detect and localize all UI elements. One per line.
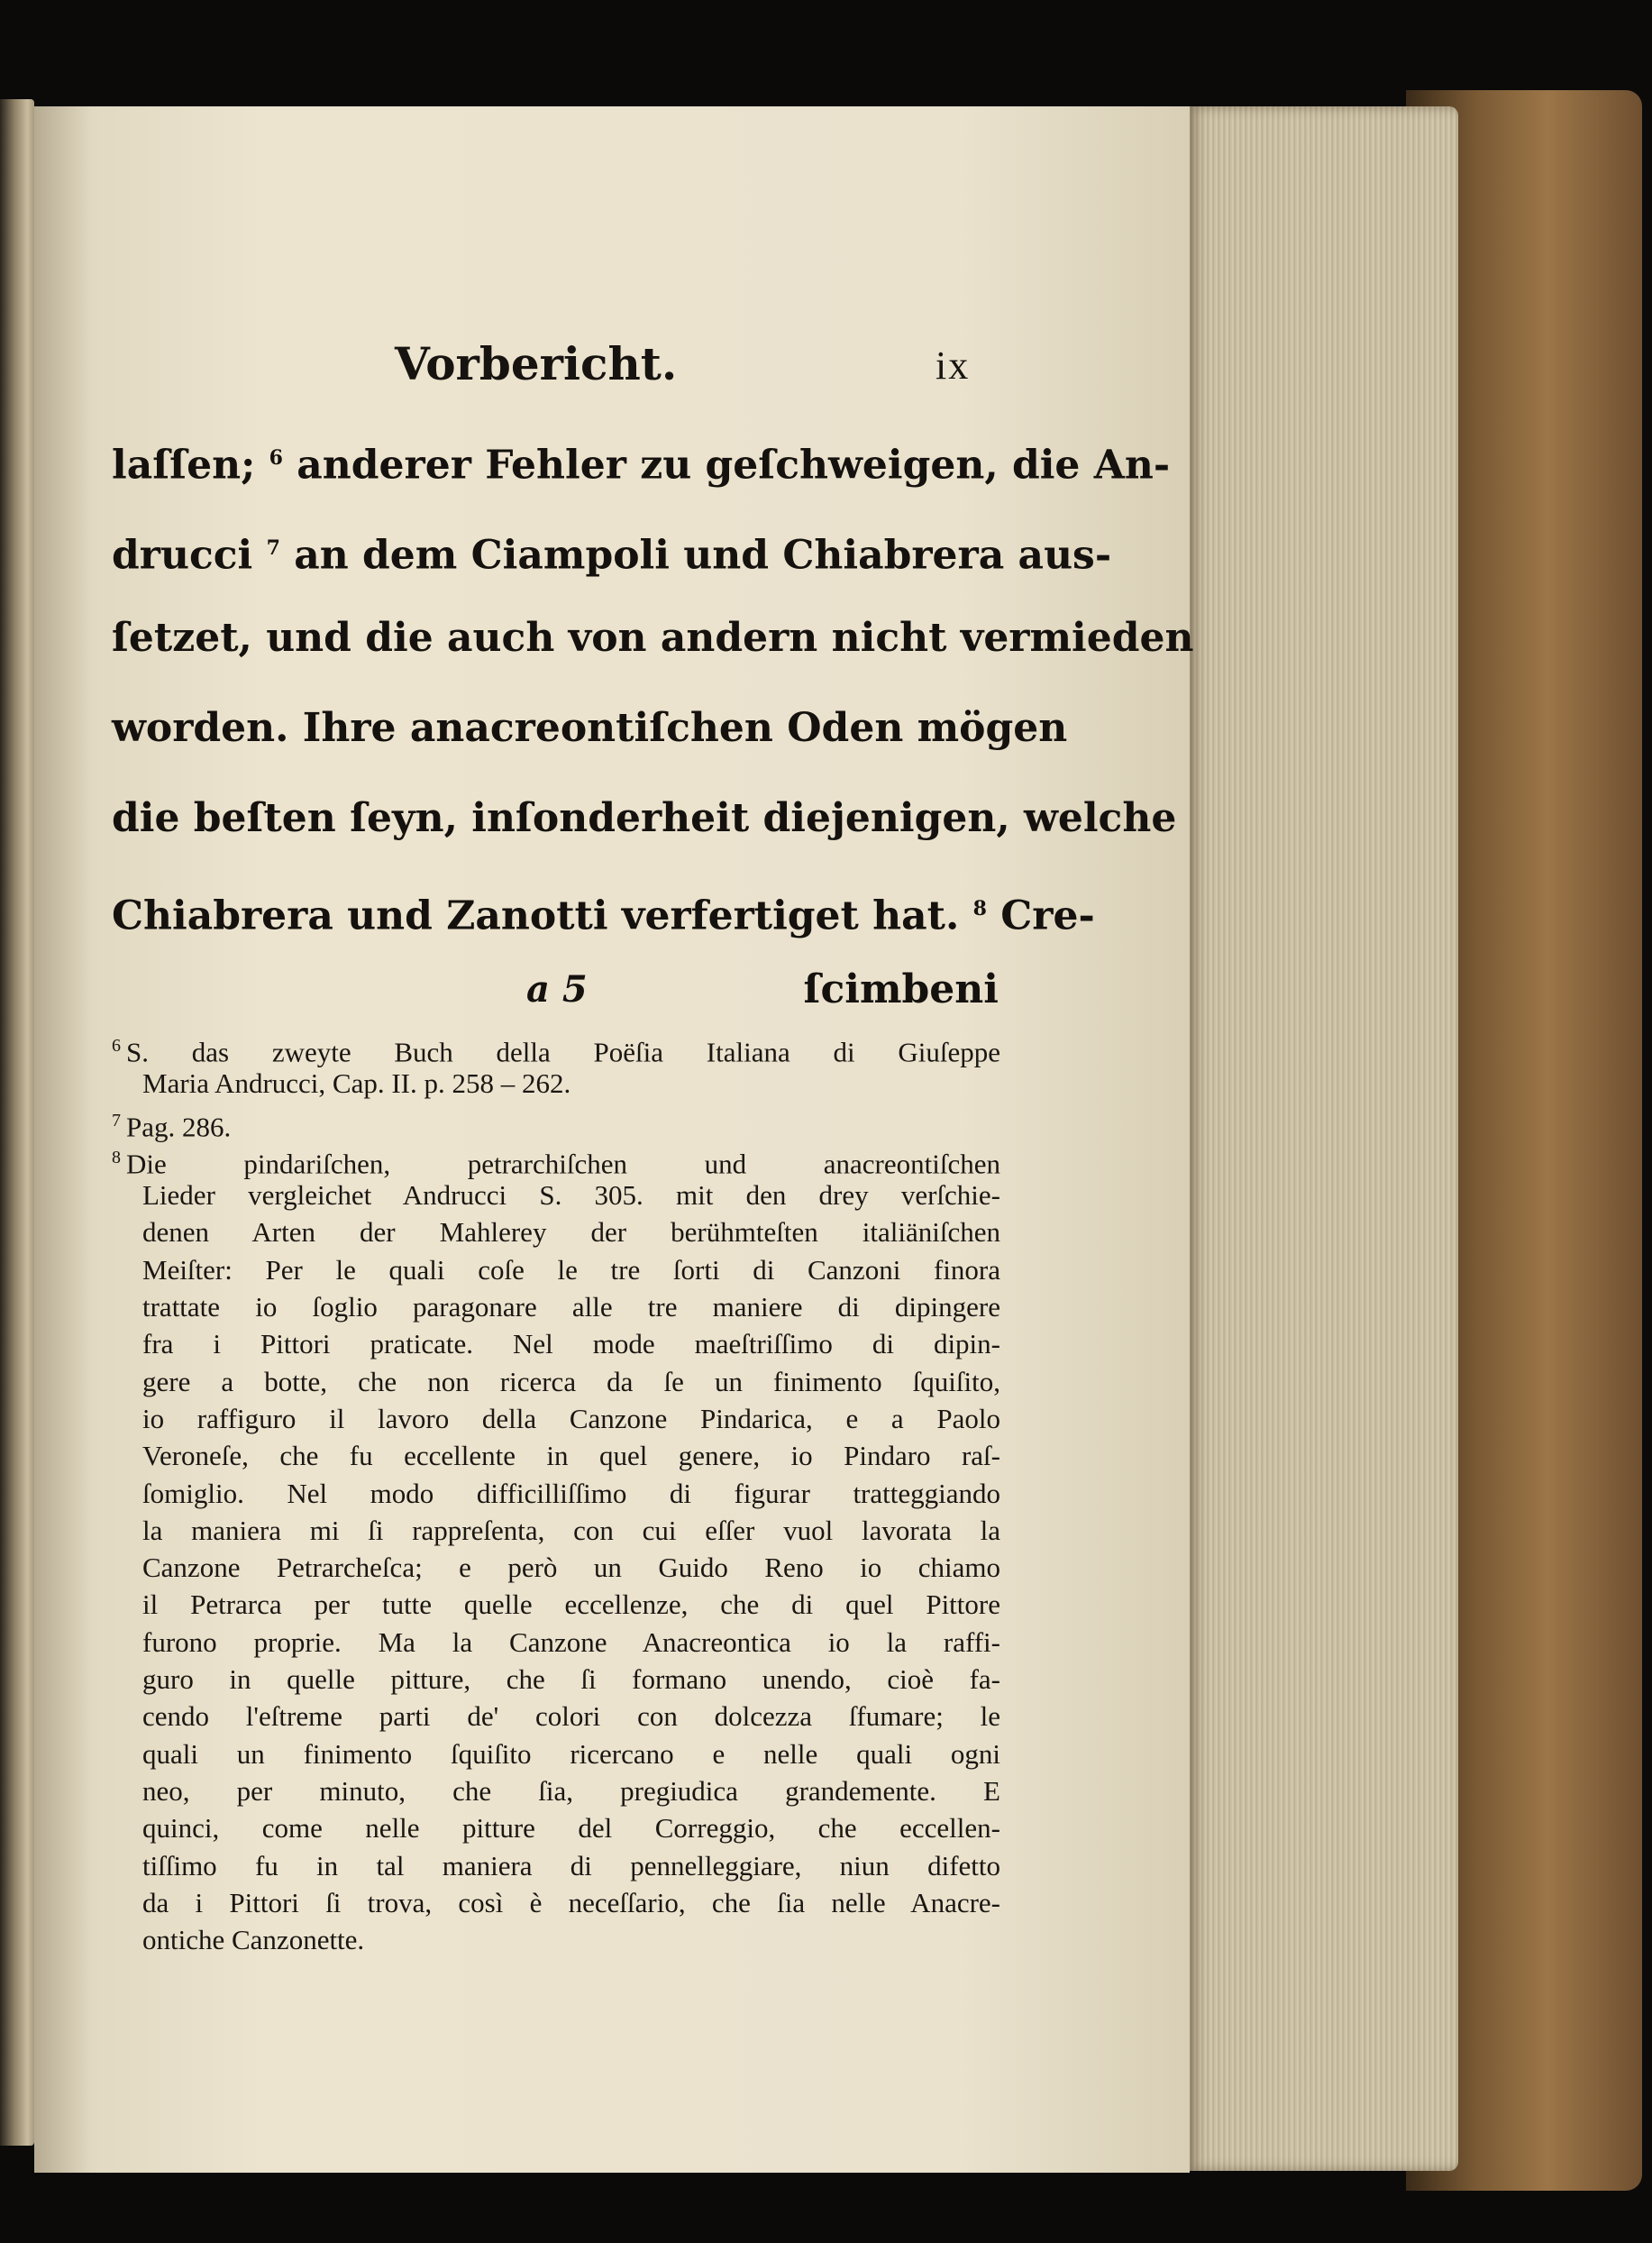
footnote-marker: 8 bbox=[112, 1147, 121, 1167]
page-number: ix bbox=[936, 343, 971, 388]
footnote-line: da i Pittori ſi trova, così è neceſſario, che ſia nelle Anacre- bbox=[142, 1886, 1000, 1918]
footnote-line: 6 S. das zweyte Buch della Poëſia Italiana di Giuſeppe bbox=[112, 1028, 1000, 1065]
main-text-line: Chiabrera und Zanotti verfertiget hat. $^8$ Cre- bbox=[112, 893, 1095, 939]
main-text-line: worden. Ihre anacreontiſchen Oden mögen bbox=[112, 705, 1068, 751]
left-page-edge bbox=[0, 99, 34, 2146]
footnote-line: ſomiglio. Nel modo difficilliſſimo di figurar tratteggiando bbox=[142, 1477, 1000, 1509]
footnote-reference: 6 bbox=[269, 446, 283, 470]
footnote-marker: 7 bbox=[112, 1110, 121, 1131]
footnote-line: Veroneſe, che fu eccellente in quel genere, io Pindaro raſ- bbox=[142, 1440, 1000, 1472]
footnote-line: Maria Andrucci, Cap. II. p. 258 – 262. bbox=[142, 1067, 571, 1100]
main-text-line: die beſten ſeyn, inſonderheit diejenigen, welche bbox=[112, 795, 1177, 841]
footnote-line: trattate io ſoglio paragonare alle tre maniere di dipingere bbox=[142, 1291, 1000, 1323]
page-edges bbox=[1188, 106, 1458, 2171]
main-text-line: laſſen; $^6$ anderer Fehler zu geſchweigen, die An- bbox=[112, 442, 1171, 489]
catchword: ſcimbeni bbox=[803, 966, 999, 1012]
footnote-line: tiſſimo fu in tal maniera di pennelleggiare, niun difetto bbox=[142, 1849, 1000, 1881]
footnote-line: quinci, come nelle pitture del Correggio, che eccellen- bbox=[142, 1812, 1000, 1845]
main-text-line: ſetzet, und die auch von andern nicht vermieden bbox=[112, 615, 1194, 661]
footnote-line: quali un finimento ſquiſito ricercano e nelle quali ogni bbox=[142, 1737, 1000, 1770]
signature-line bbox=[112, 954, 999, 1026]
footnote-line: ontiche Canzonette. bbox=[142, 1924, 365, 1956]
footnote-reference: 7 bbox=[266, 536, 280, 560]
footnote-line: Canzone Petrarcheſca; e però un Guido Reno io chiamo bbox=[142, 1552, 1000, 1584]
running-head bbox=[34, 337, 1190, 400]
main-text-line: drucci $^7$ an dem Ciampoli und Chiabrera aus- bbox=[112, 532, 1112, 579]
book-page bbox=[34, 106, 1194, 2173]
footnote-line: neo, per minuto, che ſia, pregiudica grandemente. E bbox=[142, 1774, 1000, 1807]
footnote-marker: 6 bbox=[112, 1036, 121, 1056]
running-head-title: Vorbericht. bbox=[395, 337, 678, 390]
signature-mark: a 5 bbox=[526, 968, 588, 1011]
footnote-reference: 8 bbox=[972, 897, 987, 920]
footnote-line: fra i Pittori praticate. Nel mode maeſtriſſimo di dipin- bbox=[142, 1328, 1000, 1360]
main-text bbox=[112, 413, 1194, 1026]
footnote-line: Lieder vergleichet Andrucci S. 305. mit den drey verſchie- bbox=[142, 1179, 1000, 1212]
footnote-line: Meiſter: Per le quali coſe le tre ſorti di Canzoni finora bbox=[142, 1253, 1000, 1286]
footnote-line: gere a botte, che non ricerca da ſe un finimento ſquiſito, bbox=[142, 1365, 1000, 1397]
footnote-line: guro in quelle pitture, che ſi formano unendo, cioè fa- bbox=[142, 1663, 1000, 1696]
footnote-line: la maniera mi ſi rappreſenta, con cui eſſer vuol lavorata la bbox=[142, 1514, 1000, 1546]
footnote-line: 8 Die pindariſchen, petrarchiſchen und anacreontiſchen bbox=[112, 1140, 1000, 1176]
footnote-line: cendo l'eſtreme parti de' colori con dolcezza ſfumare; le bbox=[142, 1700, 1000, 1733]
footnote-line: denen Arten der Mahlerey der berühmteſten italiäniſchen bbox=[142, 1216, 1000, 1249]
footnote-line: 7 Pag. 286. bbox=[112, 1103, 1000, 1140]
footnote-line: il Petrarca per tutte quelle eccellenze, che di quel Pittore bbox=[142, 1588, 1000, 1621]
footnote-line: furono proprie. Ma la Canzone Anacreontica io la raffi- bbox=[142, 1625, 1000, 1658]
footnote-line: io raffiguro il lavoro della Canzone Pindarica, e a Paolo bbox=[142, 1402, 1000, 1434]
footnotes bbox=[112, 1028, 1000, 1958]
